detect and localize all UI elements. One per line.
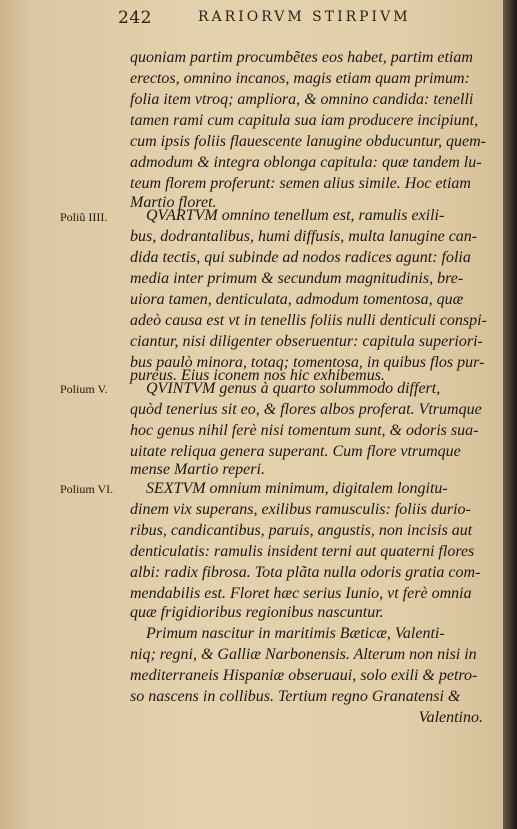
text-line: adeò causa est vt in tenellis foliis nulli denticuli conspi-	[130, 312, 487, 329]
text-line: niq; regni, & Galliæ Narbonensis. Alterum non nisi in	[130, 646, 477, 663]
text-line: so nascens in collibus. Tertium regno Granatensi &	[130, 688, 461, 705]
text-line: cum ipsis foliis flauescente lanugine obducuntur, quem-	[130, 133, 486, 150]
text-line: teum florem proferunt: semen alius simile. Hoc etiam	[130, 175, 471, 192]
page-number: 242	[118, 8, 152, 28]
margin-note-polium-4: Poliũ IIII.	[60, 210, 108, 224]
text-line: mense Martio reperi.	[130, 461, 265, 478]
text-line: pureus. Eius iconem nos hic exhibemus.	[130, 367, 385, 384]
text-line: Valentino.	[418, 709, 483, 726]
text-line: Martio floret.	[130, 194, 217, 211]
text-line: admodum & integra oblonga capitula: quæ tandem lu-	[130, 154, 482, 171]
text-line: quoniam partim procumbẽtes eos habet, partim etiam	[130, 49, 473, 66]
running-head: RARIORVM STIRPIVM	[198, 9, 411, 25]
text-line: quæ frigidioribus regionibus nascuntur.	[130, 604, 384, 621]
text-line: ribus, candicantibus, paruis, angustis, non incisis aut	[130, 522, 473, 539]
text-line: bus paulò minora, totaq; tomentosa, in quibus flos pur-	[130, 354, 485, 371]
text-line: bus, dodrantalibus, humi diffusis, multa lanugine can-	[130, 228, 478, 245]
paragraph-start-quintum: QVINTVM genus à quarto solummodo differt,	[146, 380, 441, 397]
margin-note-polium-6: Polium VI.	[60, 482, 114, 496]
text-line: dida tectis, qui subinde ad nodos radices agunt: folia	[130, 249, 471, 266]
text-line: ciantur, nisi diligenter obseruentur: capitula superiori-	[130, 333, 483, 350]
text-line: denticulatis: ramulis insident terni aut quaterni flores	[130, 543, 475, 560]
text-line: hoc genus nihil ferè nisi tomentum sunt, & odoris sua-	[130, 422, 479, 439]
text-line: tamen rami cum capitula sua iam producere incipiunt,	[130, 112, 479, 129]
paragraph-start-quartum: QVARTVM omnino tenellum est, ramulis exili-	[146, 207, 445, 224]
text-line: mediterraneis Hispaniæ obseruaui, solo exili & petro-	[130, 667, 478, 684]
text-line: dinem vix superans, exilibus ramusculis: foliis durio-	[130, 501, 471, 518]
margin-note-polium-5: Polium V.	[60, 382, 108, 396]
text-line: uiora tamen, denticulata, admodum tomentosa, quæ	[130, 291, 464, 308]
paragraph-start-sextum: SEXTVM omnium minimum, digitalem longitu-	[146, 480, 448, 497]
text-line: folia item vtroq; ampliora, & omnino candida: tenelli	[130, 91, 474, 108]
text-line: uitate reliqua genera superant. Cum flore vtrumque	[130, 443, 461, 460]
text-line: mendabilis est. Floret hæc serius Iunio, vt ferè omnia	[130, 585, 472, 602]
text-line: quòd tenerius sit eo, & flores albos proferat. Vtrumque	[130, 401, 482, 418]
text-line: albi: radix fibrosa. Tota plãta nulla odoris gratia com-	[130, 564, 481, 581]
paragraph-start-primum: Primum nascitur in maritimis Bæticæ, Valenti-	[146, 625, 445, 642]
book-binding	[503, 0, 517, 829]
text-line: erectos, omnino incanos, magis etiam quam primum:	[130, 70, 470, 87]
text-line: media inter primum & secundum magnitudinis, bre-	[130, 270, 464, 287]
